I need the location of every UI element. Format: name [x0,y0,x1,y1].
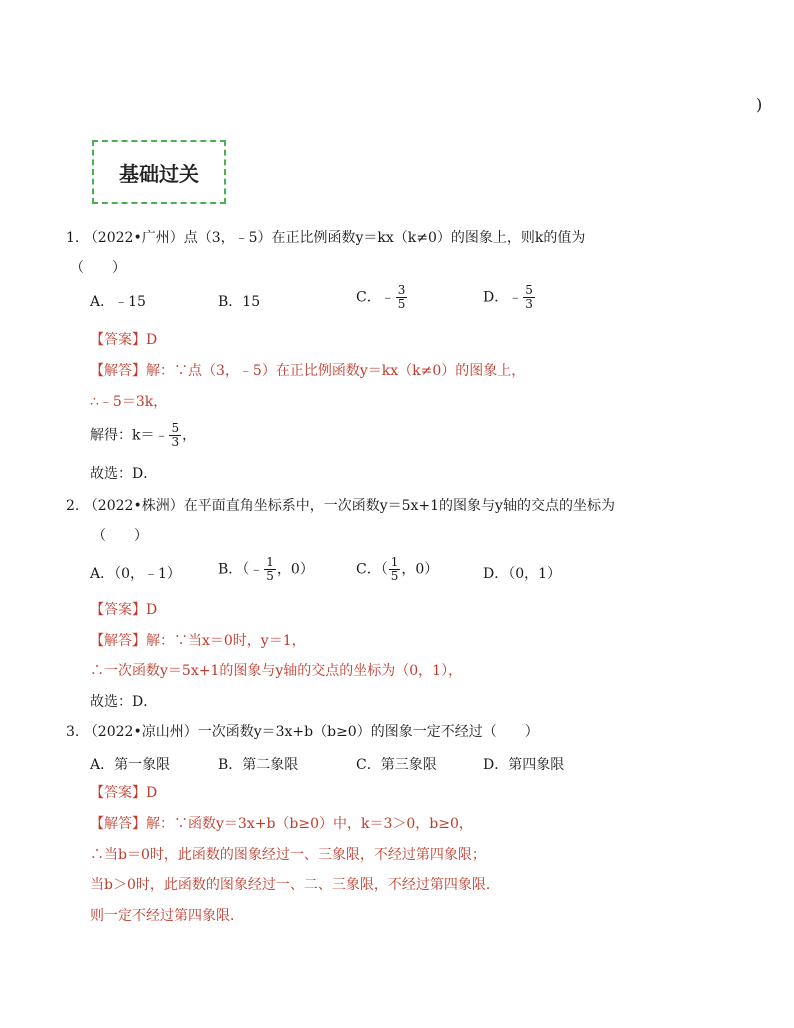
q2-option-d: D．（0，1） [483,566,562,582]
fraction: $\frac{3}{5}$ [397,283,406,311]
q3-answer [90,784,157,802]
q3-option-b: B．第二象限 [218,757,299,773]
question-text: 在平面直角坐标系中，一次函数y＝5x+1的图象与y轴的交点的坐标为 [183,498,615,514]
solution-text: 解：∵当x＝0时，y＝1， [146,633,306,649]
q1-solution-line-2: ∴﹣5＝3k， [90,394,168,410]
section-header-box [92,140,226,204]
answer-tag: 【答案】 [90,602,146,618]
fraction: $\frac{5}{3}$ [171,421,180,449]
q3-option-d: D．第四象限 [483,757,565,773]
q1-solution-line-1 [90,362,525,380]
q3-solution-line-2: ∴当b＝0时，此函数的图象经过一、三象限，不经过第四象限； [90,847,486,863]
q2-option-c: C．（ $\frac{1}{5}$ ，0） [356,555,439,583]
q1-option-b: B．15 [218,294,261,310]
solution-text: 解：∵函数y＝3x+b（b≥0）中，k＝3＞0，b≥0， [146,816,473,832]
question-source: （2022•凉山州） [83,724,198,740]
q3-solution-line-3: 当b＞0时，此函数的图象经过一、二、三象限，不经过第四象限． [90,877,500,893]
fraction: $\frac{5}{3}$ [525,283,533,311]
q1-option-c [356,284,408,311]
q2-solution-line-2: ∴一次函数y＝5x+1的图象与y轴的交点的坐标为（0，1）， [90,663,463,679]
q1-solution-line-4: 故选：D． [90,466,158,482]
stray-bracket-mark: ) [756,95,763,114]
q2-option-c-prefix: C．（ [356,561,388,578]
answer-value: D [146,332,158,348]
q3-option-c: C．第三象限 [356,757,437,773]
q3-option-a: A．第一象限 [90,757,171,773]
q2-option-b-prefix: B．（﹣ [218,561,264,578]
solution-tag: 【解答】 [90,633,146,649]
question-2-stem [66,497,615,515]
question-text: 点（3，﹣5）在正比例函数y＝kx（k≠0）的图象上，则k的值为 [183,230,586,246]
question-number: 2. [66,498,80,514]
question-source: （2022•株洲） [83,498,184,514]
q2-option-a: A．（0，﹣1） [90,566,181,582]
question-number: 1. [66,230,80,246]
q1-option-d [483,284,536,311]
solution-tag: 【解答】 [90,816,146,832]
question-number: 3. [66,724,80,740]
fraction: $\frac{1}{5}$ [266,555,274,583]
question-2-bracket: （ ） [92,528,148,544]
answer-value: D [146,602,158,618]
solution-text: 解：∵点（3，﹣5）在正比例函数y＝kx（k≠0）的图象上， [146,363,526,379]
fraction: $\frac{1}{5}$ [390,555,399,583]
q1-option-c-prefix: C．﹣ [356,289,395,306]
q3-solution-line-4: 则一定不经过第四象限． [90,908,244,924]
answer-value: D [146,785,158,801]
q2-option-b: B．（﹣ $\frac{1}{5}$ ，0） [218,555,314,583]
question-source: （2022•广州） [83,230,184,246]
question-3-stem [66,723,539,741]
solution-text: 解得：k＝﹣ [90,427,169,444]
question-text: 一次函数y＝3x+b（b≥0）的图象一定不经过（ ） [197,724,539,740]
q2-solution-line-1 [90,632,306,650]
answer-tag: 【答案】 [90,785,146,801]
q1-solution-line-3: 解得：k＝﹣ $\frac{5}{3}$ ， [90,421,197,449]
q2-answer [90,601,157,619]
q2-solution-line-3: 故选：D． [90,694,158,710]
solution-tag: 【解答】 [90,363,146,379]
question-1-bracket: （ ） [70,260,126,276]
q3-solution-line-1 [90,815,473,833]
q1-option-d-prefix: D．﹣ [483,289,523,306]
section-title: 基础过关 [119,161,199,186]
answer-tag: 【答案】 [90,332,146,348]
q1-option-a: A．﹣15 [90,294,146,310]
q1-answer [90,331,157,349]
question-1-stem [66,229,585,247]
